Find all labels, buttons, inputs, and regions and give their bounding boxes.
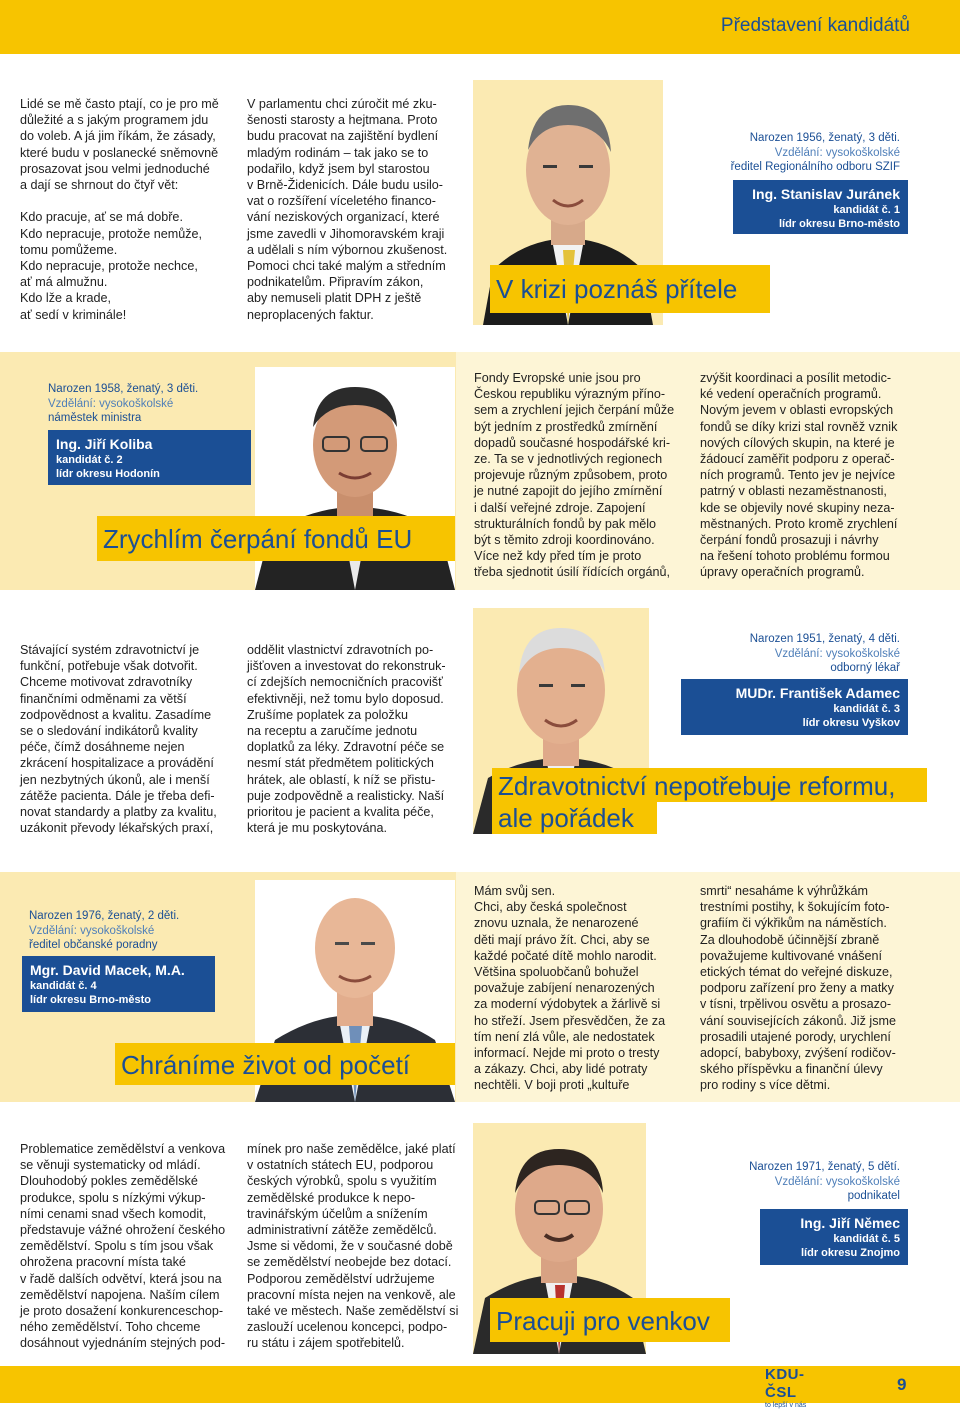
candidate-5-namebox [760, 1209, 908, 1265]
party-logo [765, 1366, 835, 1409]
candidate-2-text-right: zvýšit koordinaci a posílit metodic- ké vedení operačních programů. Novým jevem v oblasti evropských fondů se díky krizi stal rovněž vznik nových cílových skupin, na které je žádoucí zaměřit podporu z operač- ních programů. Tento jev je nejvíce patrný v oblasti nezaměstnanosti, kde se objevily nové skupiny neza- městnaných. Proto kromě zrychlení čerpání fondů prosazuji i návrhy na řešení tohoto problému formou úpravy operačních programů. [700, 371, 898, 580]
candidate-4-text-left: Mám svůj sen. Chci, aby česká společnost znovu uznala, že nenarozené děti mají právo žít. Chci, aby se každé počaté dítě mohlo narodit. Většina spoluobčanů bohužel považuje zabíjení nenarozených za moderní výdobytek a žárlivě si ho střeží. Jsem přesvědčen, že za tím není zlá vůle, ale nedostatek informací. Nejde mi proto o tresty a zákazy. Chci, aby lidé potraty nechtěli. V boji proti „kultuře [474, 884, 666, 1093]
candidate-1-text-right: V parlamentu chci zúročit mé zku- šenosti starosty a hejtmana. Proto budu pracovat na zajištění bydlení mladým rodinám – tak jako se to podařilo, když jsem byl starostou v Brně-Židenicích. Dále budu usilo- vat o rozšíření víceletého financo- vání neziskových organizací, které jsme zavedli v Jihomoravském kraji a udělali s ním výbornou zkušenost. Pomoci chci také malým a středním podnikatelům. Připravím zákon, aby nemuseli platit DPH z ještě neproplacených faktur. [247, 97, 448, 322]
candidate-4-text-right: smrti“ nesaháme k výhrůžkám trestními postihy, k šokujícím foto- grafiím či výkřikům na náměstích. Za dlouhodobě účinnější zbraně považujeme kultivované vnášení etických témat do veřejné diskuze, podporu zařízení pro ženy a matky v tísni, trpělivou osvětu a prosazo- vání souvisejících zákonů. Již jsme prosadili utajené porody, urychlení adopcí, babyboxy, zvýšení rodičov- ského příspěvku a finanční úlevy pro rodiny s více dětmi. [700, 884, 896, 1093]
candidate-1-info [731, 131, 900, 175]
candidate-3-slogan-line1: ale pořádek [492, 800, 657, 834]
candidate-4-born: Narozen 1976, ženatý, 2 děti. [29, 910, 180, 922]
candidate-5-text-left: Problematice zemědělství a venkova se věnuji systematicky od mládí. Dlouhodobý pokles zemědělské produkce, spolu s nízkými výkup- ními cenami snad všech komodit, představuje vážné ohrožení českého zemědělství. Spolu s tím jsou však ohrožena pracovní místa také v řadě dalších odvětví, která jsou na zemědělství napojena. Naším cílem je proto dosažení konkurenceschop- ného zemědělství. Toho chceme dosáhnout vyjednáním stejných pod- [20, 1142, 226, 1351]
candidate-3-name: MUDr. František Adamec [735, 685, 900, 701]
candidate-3-text-left: Stávající systém zdravotnictví je funkční, potřebuje však dotvořit. Chceme motivovat zdravotníky finančními odměnami za větší zodpovědnost a kvalitu. Zasadíme se o sledování indikátorů kvality péče, čímž dosáhneme nejen zkrácení hospitalizace a provádění jen nezbytných úkonů, ale i menší zátěže pacienta. Dále je třeba defi- novat standardy a platby za kvalitu, uzákonit převody lékařských praxí, [20, 643, 217, 836]
candidate-4-name: Mgr. David Macek, M.A. [30, 962, 185, 978]
candidate-4-number: kandidát č. 4 [30, 980, 97, 992]
candidate-1-namebox [733, 180, 908, 234]
page-title: Představení kandidátů [720, 15, 910, 36]
candidate-5-born: Narozen 1971, ženatý, 5 dětí. [749, 1161, 900, 1173]
candidate-1-text-left: Lidé se mě často ptají, co je pro mě důležité a s jakým programem jdu do voleb. A já jim říkám, že zásady, které budu v poslanecké sněmovně prosazovat jsou velmi jednoduché a dají se shrnout do čtyř vět: Kdo pracuje, ať se má dobře. Kdo nepracuje, protože nemůže, tomu pomůžeme. Kdo nepracuje, protože nechce, ať má almužnu. Kdo lže a krade, ať sedí v kriminále! [20, 97, 219, 322]
candidate-5-education: Vzdělání: vysokoškolské [774, 1175, 900, 1188]
candidate-4-namebox [22, 956, 215, 1012]
candidate-5-job: podnikatel [847, 1190, 900, 1202]
candidate-3-number: kandidát č. 3 [833, 703, 900, 715]
candidate-5-slogan: Pracuji pro venkov [490, 1298, 730, 1342]
candidate-2-born: Narozen 1958, ženatý, 3 děti. [48, 383, 199, 395]
candidate-2-education: Vzdělání: vysokoškolské [48, 397, 174, 410]
candidate-3-job: odborný lékař [830, 662, 900, 674]
candidate-1-name: Ing. Stanislav Juránek [752, 186, 900, 202]
candidate-3-info [750, 632, 900, 676]
candidate-2-number: kandidát č. 2 [56, 454, 123, 466]
candidate-2-job: náměstek ministra [48, 412, 142, 424]
candidate-1-number: kandidát č. 1 [833, 204, 900, 216]
candidate-2-info [48, 382, 198, 426]
candidate-5-number: kandidát č. 5 [833, 1233, 900, 1245]
candidate-3-text-right: oddělit vlastnictví zdravotních po- jišťoven a investovat do rekonstruk- cí zdejších nemocničních pracovišť efektivněji, než tomu bylo doposud. Zrušíme poplatek za položku na receptu a zaručíme jednotu doplatků za léky. Zdravotní péče se nesmí stát předmětem politických hrátek, ale oblastí, k níž se přistu- puje zodpovědně a realisticky. Naší prioritou je pacient a kvalita péče, která je mu poskytována. [247, 643, 446, 836]
candidate-5-text-right: mínek pro naše zemědělce, jaké platí v ostatních státech EU, podporou českých výrobků, spolu s využitím zemědělské produkce k nepo- travinářským účelům a snížením administrativní zátěže zemědělců. Jsme si vědomi, že v současné době se zemědělství neobejde bez dotací. Podporou zemědělství udržujeme pracovní místa nejen na venkově, ale také ve městech. Naše zemědělství si zaslouží ucelenou koncepci, podpo- ru státu i zájem spotřebitelů. [247, 1142, 459, 1351]
candidate-2-leader: lídr okresu Hodonín [56, 468, 160, 480]
candidate-2-slogan: Zrychlím čerpání fondů EU [97, 516, 455, 561]
candidate-3-born: Narozen 1951, ženatý, 4 děti. [749, 633, 900, 645]
candidate-2-name: Ing. Jiří Koliba [56, 436, 153, 452]
candidate-1-born: Narozen 1956, ženatý, 3 děti. [749, 132, 900, 144]
candidate-1-job: ředitel Regionálního odboru SZIF [730, 161, 900, 173]
page-number: 9 [897, 1375, 907, 1394]
candidate-1-education: Vzdělání: vysokoškolské [774, 146, 900, 159]
candidate-1-leader: lídr okresu Brno-město [778, 218, 900, 230]
candidate-2-namebox [48, 430, 251, 485]
candidate-5-info [749, 1160, 900, 1204]
candidate-4-job: ředitel občanské poradny [29, 939, 158, 951]
candidate-5-name: Ing. Jiří Němec [800, 1215, 900, 1231]
candidate-4-slogan: Chráníme život od početí [115, 1043, 455, 1085]
candidate-4-leader: lídr okresu Brno-město [30, 994, 152, 1006]
candidate-1-slogan: V krizi poznáš přítele [490, 265, 770, 313]
party-logo-tagline: to lepší v nás [765, 1402, 807, 1409]
candidate-4-info [29, 909, 179, 953]
party-logo-text: KDU-ČSL [765, 1366, 805, 1401]
candidate-5-leader: lídr okresu Znojmo [800, 1247, 900, 1259]
candidate-2-text-left: Fondy Evropské unie jsou pro Českou republiku výrazným příno- sem a zrychlení jejich čerpání může být jedním z prostředků zmírnění dopadů současné hospodářské kri- ze. Ta se v jednotlivých regionech projevuje různým způsobem, proto je nutné zapojit do jejího zmírnění i další veřejné zdroje. Zapojení strukturálních fondů by pak mělo být s těmito zdroji koordinováno. Více než kdy před tím je proto třeba sjednotit úsilí řídících orgánů, [474, 371, 675, 580]
candidate-3-namebox [681, 679, 908, 735]
candidate-3-slogan-line2: Zdravotnictví nepotřebuje reformu, [492, 768, 927, 802]
candidate-3-leader: lídr okresu Vyškov [802, 717, 900, 729]
candidate-3-education: Vzdělání: vysokoškolské [774, 647, 900, 660]
candidate-4-education: Vzdělání: vysokoškolské [29, 924, 155, 937]
